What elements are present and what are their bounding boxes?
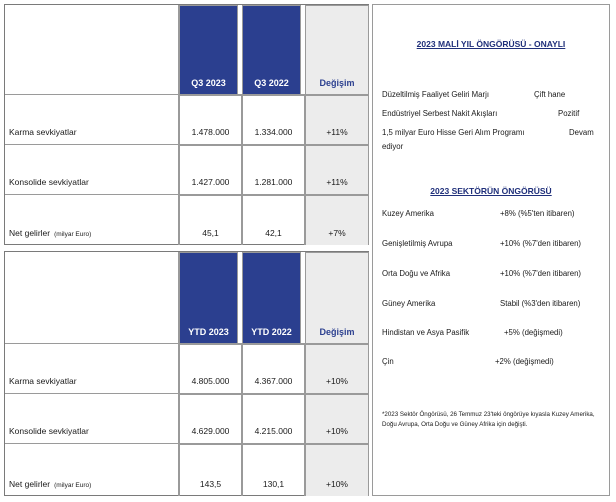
sector-outlook-title: 2023 SEKTÖRÜN ÖNGÖRÜSÜ (430, 186, 552, 196)
outlook-item-value: Pozitif (558, 109, 580, 118)
ytd-row-change: +10% (305, 344, 369, 394)
q3-row-change: +7% (305, 195, 369, 245)
sector-region: Kuzey Amerika (382, 209, 435, 218)
row-label-unit: (milyar Euro) (54, 482, 92, 489)
sector-value: +2% (değişmedi) (495, 357, 554, 366)
ytd-table (4, 251, 369, 496)
q3-table (4, 4, 369, 245)
ytd-row-change: +10% (305, 394, 369, 444)
q3-header-blank (5, 5, 179, 95)
ytd-2023-header: YTD 2023 (179, 252, 238, 344)
outlook-item-label: Endüstriyel Serbest Nakit Akışları (382, 109, 498, 118)
row-label-text: Karma sevkiyatlar (9, 376, 77, 386)
ytd-row-value-2022: 4.367.000 (242, 344, 305, 394)
q3-2022-header: Q3 2022 (242, 5, 301, 95)
row-label-text: Konsolide sevkiyatlar (9, 426, 89, 436)
q3-row-value-2022: 42,1 (242, 195, 305, 245)
row-label-text: Konsolide sevkiyatlar (9, 177, 89, 187)
q3-row-change: +11% (305, 145, 369, 195)
outlook-panel (372, 4, 610, 496)
row-label-unit: (milyar Euro) (54, 231, 92, 238)
outlook-item-value: Devam (569, 128, 594, 137)
ytd-row-value-2022: 4.215.000 (242, 394, 305, 444)
row-label-text: Net gelirler (9, 479, 51, 489)
ytd-2022-header: YTD 2022 (242, 252, 301, 344)
sector-region: Orta Doğu ve Afrika (382, 269, 451, 278)
ytd-row-label (5, 394, 179, 444)
ytd-row-label (5, 444, 179, 496)
q3-row-label (5, 195, 179, 245)
q3-row-label (5, 145, 179, 195)
row-label-text: Net gelirler (9, 228, 51, 238)
sector-region: Genişletilmiş Avrupa (382, 239, 453, 248)
outlook-item-label: Düzeltilmiş Faaliyet Geliri Marjı (382, 90, 490, 99)
row-label-text: Karma sevkiyatlar (9, 127, 77, 137)
sector-footnote: *2023 Sektör Öngörüsü, 26 Temmuz 23'teki öngörüye kıyasla Kuzey Amerika, Doğu Avrupa, Orta Doğu ve Güney Afrika için değişti. (382, 411, 595, 428)
q3-row-value-2022: 1.281.000 (242, 145, 305, 195)
outlook-item-value: Çift hane (534, 90, 566, 99)
sector-value: +10% (%7'den itibaren) (500, 269, 582, 278)
ytd-change-header: Değişim (305, 252, 369, 344)
ytd-row-change: +10% (305, 444, 369, 496)
ytd-row-value-2023: 143,5 (179, 444, 242, 496)
sector-region: Çin (382, 357, 394, 366)
q3-row-label (5, 95, 179, 145)
q3-change-header: Değişim (305, 5, 369, 95)
q3-row-value-2023: 45,1 (179, 195, 242, 245)
q3-row-change: +11% (305, 95, 369, 145)
ytd-row-value-2023: 4.805.000 (179, 344, 242, 394)
sector-value: +8% (%5'ten itibaren) (500, 209, 575, 218)
sector-value: +10% (%7'den itibaren) (500, 239, 582, 248)
q3-row-value-2022: 1.334.000 (242, 95, 305, 145)
outlook-item-value-continued: ediyor (382, 142, 404, 151)
fiscal-outlook-title: 2023 MALİ YIL ÖNGÖRÜSÜ - ONAYLI (416, 39, 566, 49)
sector-region: Hindistan ve Asya Pasifik (382, 328, 470, 337)
sector-value: Stabil (%3'den itibaren) (500, 299, 581, 308)
sector-value: +5% (değişmedi) (504, 328, 563, 337)
ytd-header-blank (5, 252, 179, 344)
q3-row-value-2023: 1.427.000 (179, 145, 242, 195)
ytd-row-value-2023: 4.629.000 (179, 394, 242, 444)
sector-region: Güney Amerika (382, 299, 436, 308)
ytd-row-value-2022: 130,1 (242, 444, 305, 496)
q3-2023-header: Q3 2023 (179, 5, 238, 95)
outlook-item-label: 1,5 milyar Euro Hisse Geri Alım Programı (382, 128, 525, 137)
q3-row-value-2023: 1.478.000 (179, 95, 242, 145)
ytd-row-label (5, 344, 179, 394)
